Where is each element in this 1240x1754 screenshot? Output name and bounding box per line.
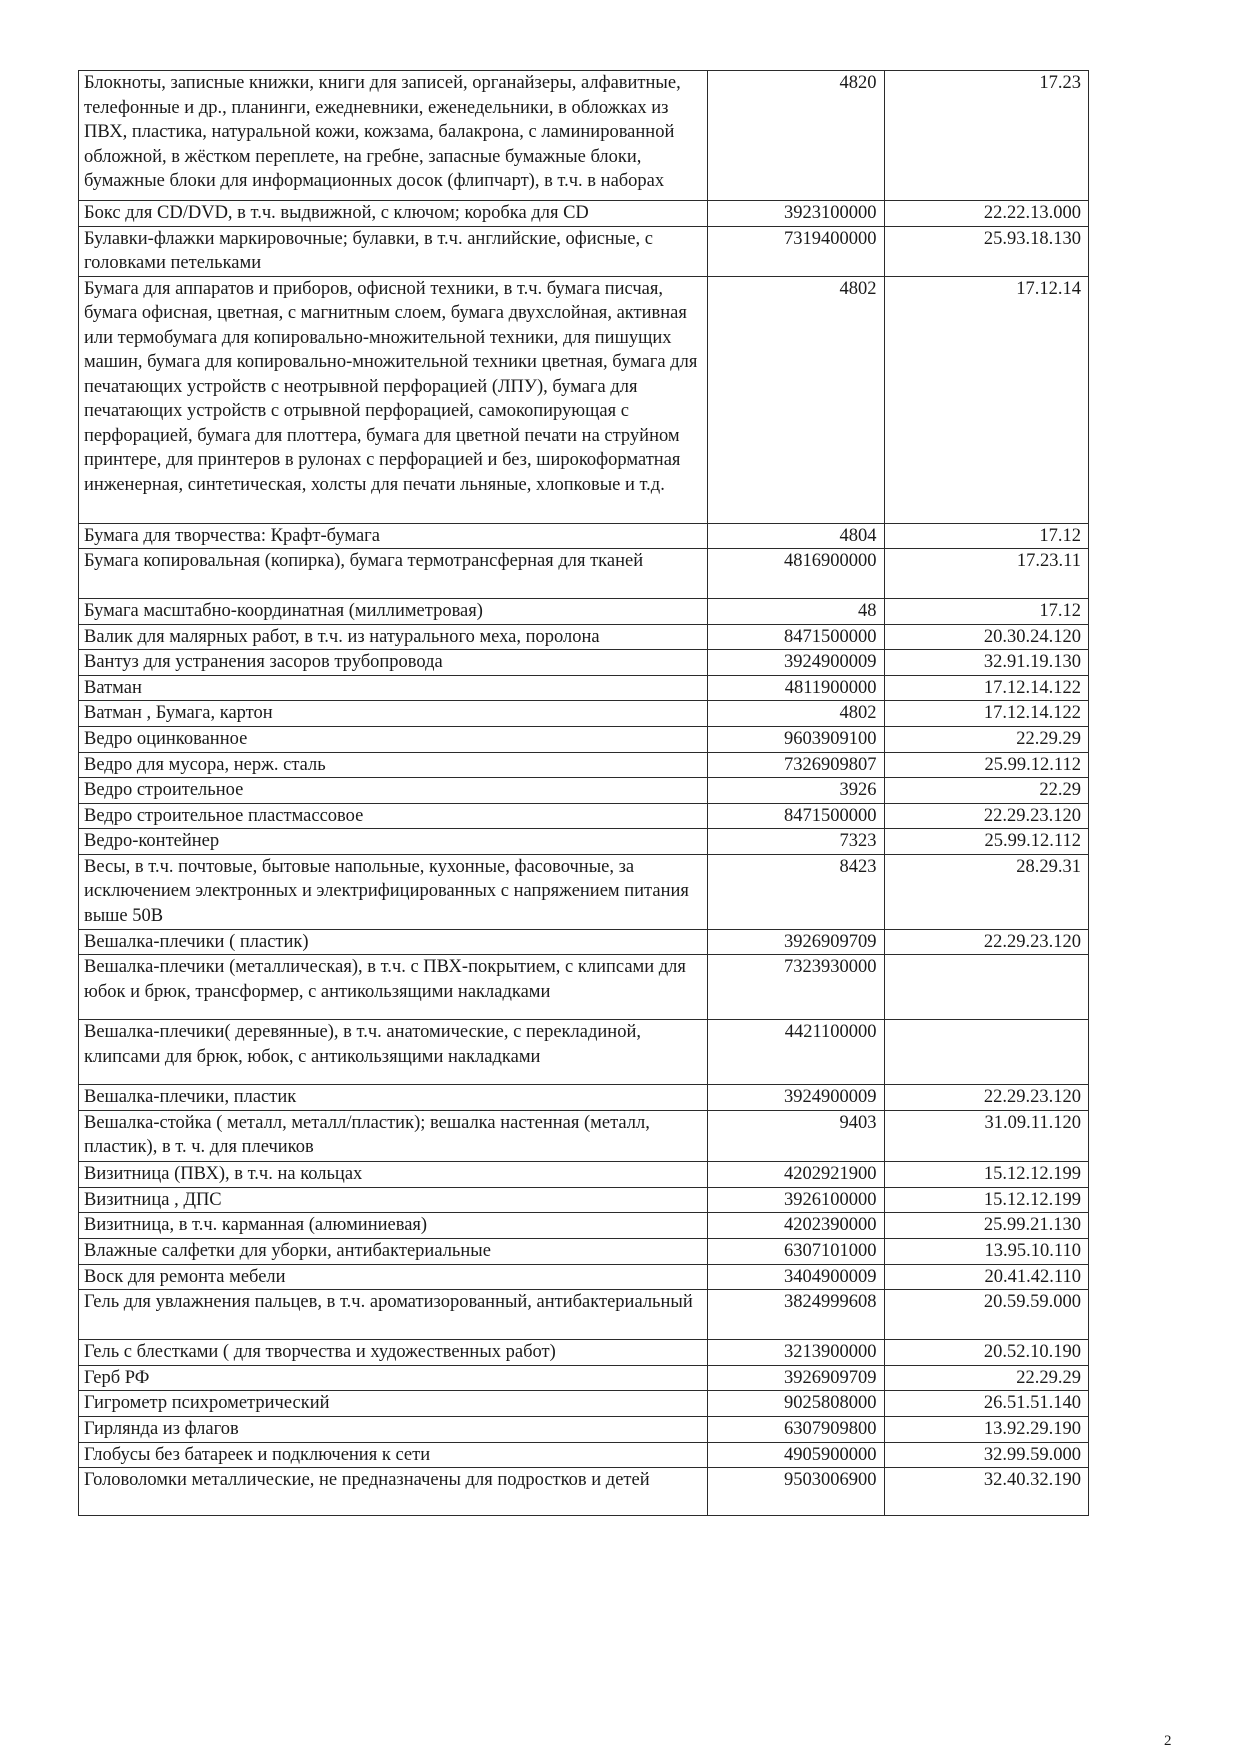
okpd-code-cell: 20.59.59.000	[884, 1290, 1088, 1340]
tnved-code-cell: 7323	[708, 829, 884, 855]
table-row	[79, 1468, 1089, 1516]
table-row	[79, 226, 1089, 276]
product-name-cell: Ведро оцинкованное	[79, 726, 708, 752]
table-row	[79, 1416, 1089, 1442]
table-row	[79, 1239, 1089, 1265]
okpd-code-cell: 20.52.10.190	[884, 1340, 1088, 1366]
table-row	[79, 599, 1089, 625]
okpd-code-cell: 17.12.14.122	[884, 701, 1088, 727]
okpd-code-cell: 22.29.29	[884, 1365, 1088, 1391]
okpd-code-cell: 26.51.51.140	[884, 1391, 1088, 1417]
tnved-code-cell: 3926909709	[708, 1365, 884, 1391]
table-row	[79, 1161, 1089, 1187]
okpd-code-cell: 22.29.23.120	[884, 1085, 1088, 1111]
tnved-code-cell: 8471500000	[708, 624, 884, 650]
okpd-code-cell: 15.12.12.199	[884, 1187, 1088, 1213]
product-name-cell: Вешалка-плечики( деревянные), в т.ч. анатомические, с перекладиной, клипсами для брюк, юбок, с антикользящими накладками	[79, 1020, 708, 1085]
tnved-code-cell: 9503006900	[708, 1468, 884, 1516]
product-name-cell: Ватман	[79, 675, 708, 701]
okpd-code-cell: 25.99.12.112	[884, 829, 1088, 855]
table-row	[79, 854, 1089, 929]
product-name-cell: Бумага для творчества: Крафт-бумага	[79, 523, 708, 549]
okpd-code-cell: 15.12.12.199	[884, 1161, 1088, 1187]
tnved-code-cell: 7319400000	[708, 226, 884, 276]
okpd-code-cell: 25.99.12.112	[884, 752, 1088, 778]
product-name-cell: Визитница (ПВХ), в т.ч. на кольцах	[79, 1161, 708, 1187]
okpd-code-cell: 22.22.13.000	[884, 201, 1088, 227]
product-name-cell: Вантуз для устранения засоров трубопровода	[79, 650, 708, 676]
table-row	[79, 675, 1089, 701]
table-row	[79, 1290, 1089, 1340]
okpd-code-cell: 13.95.10.110	[884, 1239, 1088, 1265]
tnved-code-cell: 7323930000	[708, 955, 884, 1020]
tnved-code-cell: 9603909100	[708, 726, 884, 752]
okpd-code-cell: 17.12	[884, 599, 1088, 625]
okpd-code-cell: 17.12	[884, 523, 1088, 549]
okpd-code-cell: 25.93.18.130	[884, 226, 1088, 276]
okpd-code-cell: 13.92.29.190	[884, 1416, 1088, 1442]
product-name-cell: Бумага масштабно-координатная (миллиметровая)	[79, 599, 708, 625]
product-name-cell: Валик для малярных работ, в т.ч. из натурального меха, поролона	[79, 624, 708, 650]
table-row	[79, 523, 1089, 549]
okpd-code-cell: 32.40.32.190	[884, 1468, 1088, 1516]
okpd-code-cell: 17.12.14.122	[884, 675, 1088, 701]
okpd-code-cell: 17.23	[884, 71, 1088, 201]
okpd-code-cell: 28.29.31	[884, 854, 1088, 929]
tnved-code-cell: 48	[708, 599, 884, 625]
tnved-code-cell: 4202921900	[708, 1161, 884, 1187]
tnved-code-cell: 7326909807	[708, 752, 884, 778]
table-row	[79, 276, 1089, 523]
product-name-cell: Ведро-контейнер	[79, 829, 708, 855]
tnved-code-cell: 6307101000	[708, 1239, 884, 1265]
goods-table	[78, 70, 1089, 1516]
tnved-code-cell: 8471500000	[708, 803, 884, 829]
product-name-cell: Весы, в т.ч. почтовые, бытовые напольные, кухонные, фасовочные, за исключением электронных и электрифицированных с напряжением питания выше 50В	[79, 854, 708, 929]
table-row	[79, 778, 1089, 804]
tnved-code-cell: 4202390000	[708, 1213, 884, 1239]
product-name-cell: Глобусы без батареек и подключения к сети	[79, 1442, 708, 1468]
product-name-cell: Герб РФ	[79, 1365, 708, 1391]
okpd-code-cell: 31.09.11.120	[884, 1110, 1088, 1161]
okpd-code-cell: 22.29.23.120	[884, 929, 1088, 955]
tnved-code-cell: 6307909800	[708, 1416, 884, 1442]
table-row	[79, 701, 1089, 727]
product-name-cell: Визитница, в т.ч. карманная (алюминиевая)	[79, 1213, 708, 1239]
tnved-code-cell: 4811900000	[708, 675, 884, 701]
table-row	[79, 803, 1089, 829]
table-row	[79, 549, 1089, 599]
product-name-cell: Ватман , Бумага, картон	[79, 701, 708, 727]
page-number: 2	[1164, 1733, 1172, 1749]
okpd-code-cell: 22.29	[884, 778, 1088, 804]
okpd-code-cell: 32.91.19.130	[884, 650, 1088, 676]
table-row	[79, 726, 1089, 752]
tnved-code-cell: 4804	[708, 523, 884, 549]
tnved-code-cell: 3924900009	[708, 1085, 884, 1111]
product-name-cell: Ведро для мусора, нерж. сталь	[79, 752, 708, 778]
tnved-code-cell: 4421100000	[708, 1020, 884, 1085]
table-row	[79, 1391, 1089, 1417]
tnved-code-cell: 3824999608	[708, 1290, 884, 1340]
table-row	[79, 1187, 1089, 1213]
product-name-cell: Влажные салфетки для уборки, антибактериальные	[79, 1239, 708, 1265]
table-row	[79, 1110, 1089, 1161]
product-name-cell: Гирлянда из флагов	[79, 1416, 708, 1442]
okpd-code-cell: 17.12.14	[884, 276, 1088, 523]
tnved-code-cell: 9025808000	[708, 1391, 884, 1417]
table-row	[79, 752, 1089, 778]
tnved-code-cell: 3926909709	[708, 929, 884, 955]
product-name-cell: Вешалка-плечики, пластик	[79, 1085, 708, 1111]
okpd-code-cell: 17.23.11	[884, 549, 1088, 599]
product-name-cell: Бокс для CD/DVD, в т.ч. выдвижной, с ключом; коробка для CD	[79, 201, 708, 227]
product-name-cell: Головоломки металлические, не предназначены для подростков и детей	[79, 1468, 708, 1516]
table-row	[79, 1340, 1089, 1366]
tnved-code-cell: 3213900000	[708, 1340, 884, 1366]
tnved-code-cell: 4802	[708, 701, 884, 727]
product-name-cell: Визитница , ДПС	[79, 1187, 708, 1213]
table-row	[79, 1085, 1089, 1111]
tnved-code-cell: 3404900009	[708, 1264, 884, 1290]
tnved-code-cell: 4802	[708, 276, 884, 523]
product-name-cell: Вешалка-плечики ( пластик)	[79, 929, 708, 955]
product-name-cell: Гигрометр психрометрический	[79, 1391, 708, 1417]
table-row	[79, 829, 1089, 855]
table-row	[79, 1442, 1089, 1468]
table-row	[79, 1020, 1089, 1085]
okpd-code-cell: 22.29.29	[884, 726, 1088, 752]
tnved-code-cell: 4905900000	[708, 1442, 884, 1468]
tnved-code-cell: 3926	[708, 778, 884, 804]
tnved-code-cell: 3924900009	[708, 650, 884, 676]
product-name-cell: Блокноты, записные книжки, книги для записей, органайзеры, алфавитные, телефонные и др., планинги, ежедневники, еженедельники, в обложках из ПВХ, пластика, натуральной кожи, кожзама, балакрона, с ламинированной обложной, в жёстком переплете, на гребне, запасные бумажные блоки, бумажные блоки для информационных досок (флипчарт), в т.ч. в наборах	[79, 71, 708, 201]
okpd-code-cell: 25.99.21.130	[884, 1213, 1088, 1239]
okpd-code-cell	[884, 955, 1088, 1020]
product-name-cell: Булавки-флажки маркировочные; булавки, в т.ч. английские, офисные, с головками петельками	[79, 226, 708, 276]
table-row	[79, 1213, 1089, 1239]
table-row	[79, 650, 1089, 676]
goods-table-body	[79, 71, 1089, 1516]
product-name-cell: Вешалка-плечики (металлическая), в т.ч. с ПВХ-покрытием, с клипсами для юбок и брюк, трансформер, с антикользящими накладками	[79, 955, 708, 1020]
okpd-code-cell: 32.99.59.000	[884, 1442, 1088, 1468]
tnved-code-cell: 9403	[708, 1110, 884, 1161]
table-row	[79, 955, 1089, 1020]
product-name-cell: Гель для увлажнения пальцев, в т.ч. ароматизорованный, антибактериальный	[79, 1290, 708, 1340]
tnved-code-cell: 3926100000	[708, 1187, 884, 1213]
tnved-code-cell: 4816900000	[708, 549, 884, 599]
tnved-code-cell: 4820	[708, 71, 884, 201]
product-name-cell: Вешалка-стойка ( металл, металл/пластик); вешалка настенная (металл, пластик), в т. ч. для плечиков	[79, 1110, 708, 1161]
table-row	[79, 201, 1089, 227]
table-row	[79, 624, 1089, 650]
product-name-cell: Бумага копировальная (копирка), бумага термотрансферная для тканей	[79, 549, 708, 599]
product-name-cell: Гель с блестками ( для творчества и художественных работ)	[79, 1340, 708, 1366]
product-name-cell: Бумага для аппаратов и приборов, офисной техники, в т.ч. бумага писчая, бумага офисная, цветная, с магнитным слоем, бумага двухслойная, активная или термобумага для копировально-множительной техники, для пишущих машин, бумага для копировально-множительной техники цветная, бумага для печатающих устройств с неотрывной перфорацией (ЛПУ), бумага для печатающих устройств с отрывной перфорацией, самокопирующая с перфорацией, бумага для плоттера, бумага для цветной печати на струйном принтере, для принтеров в рулонах с перфорацией и без, широкоформатная инженерная, синтетическая, холсты для печати льняные, хлопковые и т.д.	[79, 276, 708, 523]
tnved-code-cell: 8423	[708, 854, 884, 929]
table-row	[79, 71, 1089, 201]
product-name-cell: Воск для ремонта мебели	[79, 1264, 708, 1290]
okpd-code-cell: 22.29.23.120	[884, 803, 1088, 829]
okpd-code-cell	[884, 1020, 1088, 1085]
product-name-cell: Ведро строительное пластмассовое	[79, 803, 708, 829]
tnved-code-cell: 3923100000	[708, 201, 884, 227]
table-row	[79, 929, 1089, 955]
product-name-cell: Ведро строительное	[79, 778, 708, 804]
table-row	[79, 1264, 1089, 1290]
okpd-code-cell: 20.41.42.110	[884, 1264, 1088, 1290]
table-row	[79, 1365, 1089, 1391]
okpd-code-cell: 20.30.24.120	[884, 624, 1088, 650]
